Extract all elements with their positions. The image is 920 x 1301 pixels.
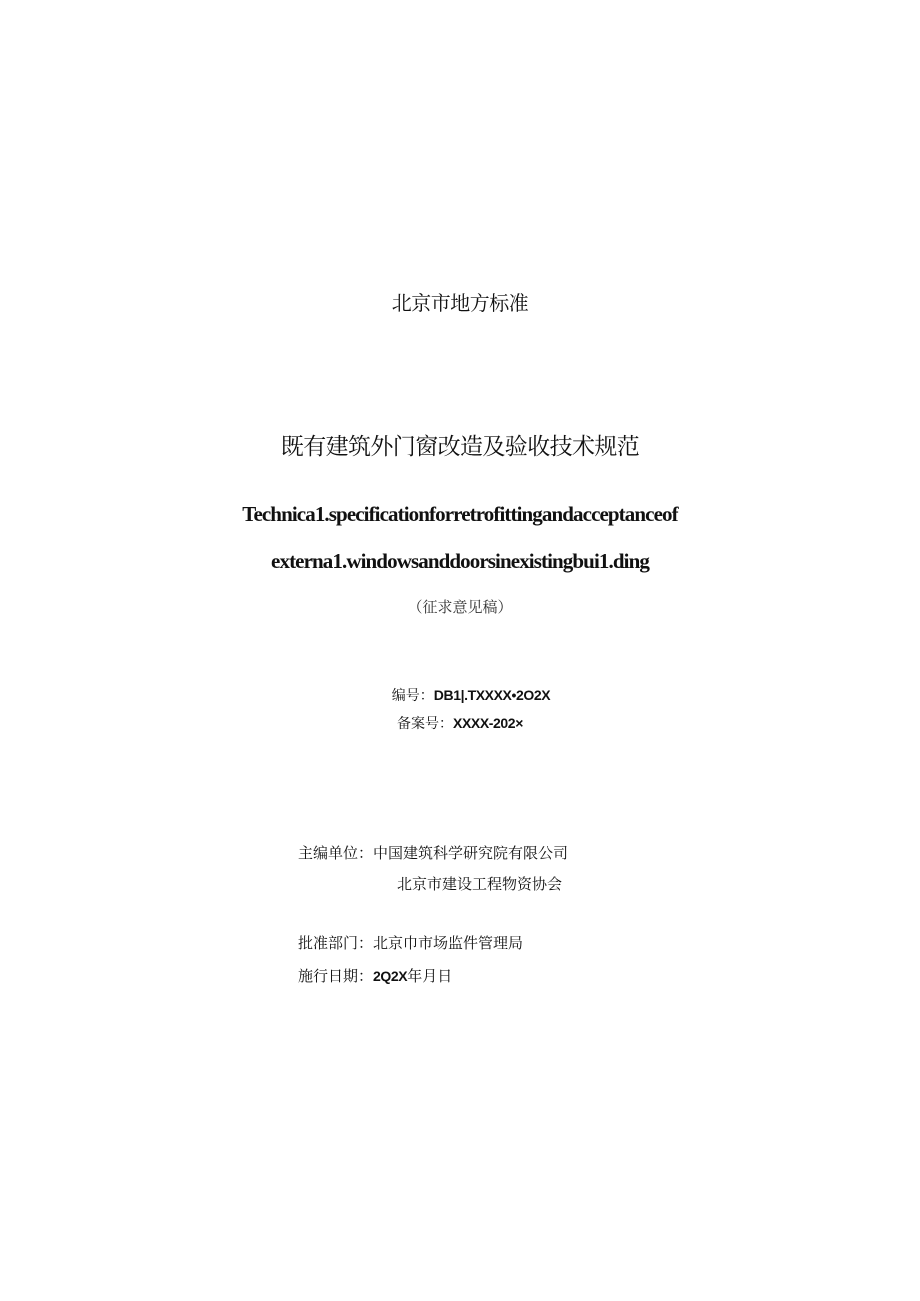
effective-date-row [298, 965, 452, 986]
standard-type-heading: 北京市地方标准 [391, 293, 529, 315]
english-title-line-1: Technica1.specificationforretrofittingandacceptanceof [242, 502, 678, 526]
record-number-value: XXXX-202× [453, 715, 523, 731]
english-title-line-2: externa1.windowsanddoorsinexistingbui1.ding [271, 549, 649, 573]
standard-code-label: 编号： [391, 689, 434, 704]
draft-note: （征求意见稿） [407, 600, 513, 616]
approval-dept-row [298, 932, 523, 953]
chief-editor-org-1: 中国建筑科学研究院有限公司 [373, 846, 569, 862]
effective-date-suffix: 年月日 [407, 969, 453, 985]
standard-code-line [0, 685, 920, 705]
chief-editor-row [298, 842, 568, 863]
approval-dept-label: 批准部门： [298, 936, 374, 952]
chief-editor-org-2: 北京市建设工程物资协会 [397, 877, 563, 893]
chief-editor-label: 主编单位： [298, 846, 374, 862]
chinese-title: 既有建筑外门窗改造及验收技术规范 [280, 433, 640, 459]
effective-date-label: 施行日期： [298, 969, 374, 985]
record-number-label: 备案号： [397, 717, 454, 732]
record-number-line [0, 713, 920, 733]
standard-code-value: DB1|.TXXXX•2O2X [433, 687, 551, 703]
effective-date-year: 2Q2X [373, 968, 408, 984]
approval-dept-value: 北京巾市场监件管理局 [373, 936, 524, 952]
chief-editor-row-2 [397, 873, 562, 894]
